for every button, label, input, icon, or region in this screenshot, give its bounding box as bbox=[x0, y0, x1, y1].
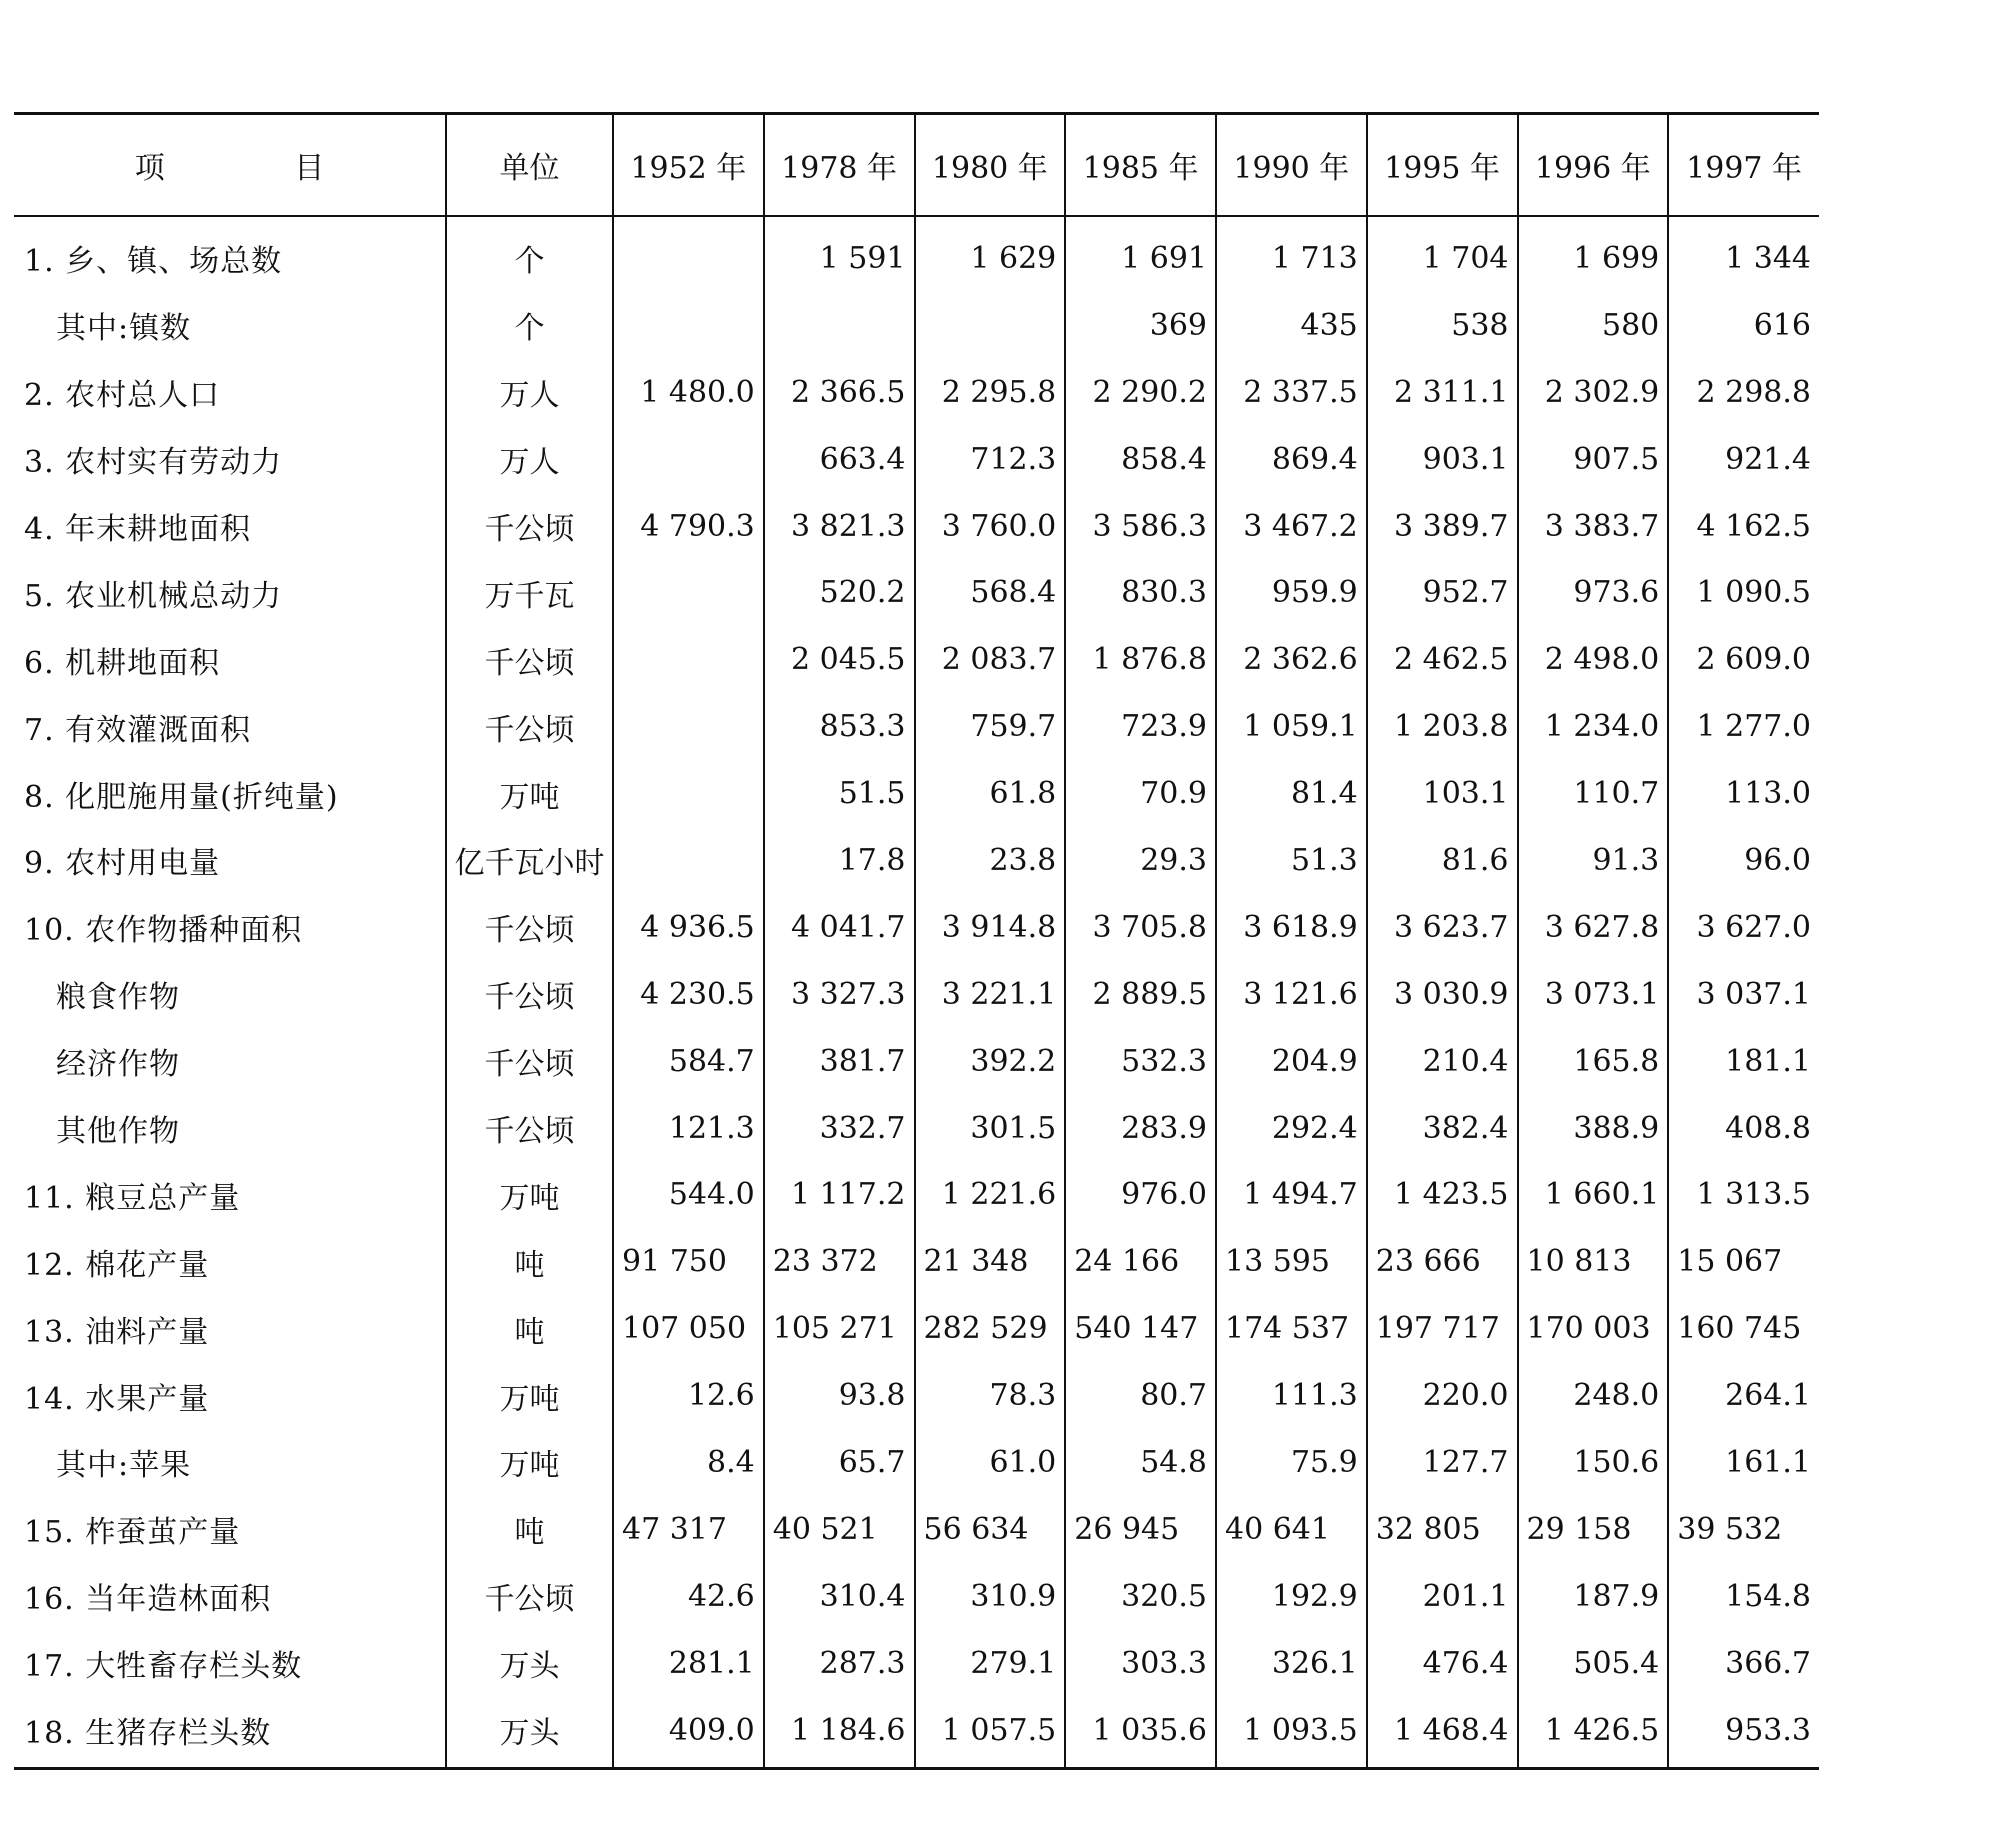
row-unit: 千公顷 bbox=[446, 1563, 613, 1630]
row-value-cell: 4 230.5 bbox=[613, 961, 764, 1028]
row-value-cell: 532.3 bbox=[1065, 1028, 1216, 1095]
row-value-cell: 111.3 bbox=[1216, 1362, 1367, 1429]
row-value-cell: 110.7 bbox=[1518, 760, 1669, 827]
header-year: 1995 年 bbox=[1367, 114, 1518, 217]
row-value-cell: 282 529 bbox=[915, 1295, 1066, 1362]
table-header-row bbox=[14, 114, 1819, 217]
row-value-cell: 3 221.1 bbox=[915, 961, 1066, 1028]
row-value-cell: 65.7 bbox=[764, 1429, 915, 1496]
row-value-cell: 40 521 bbox=[764, 1496, 915, 1563]
row-value-cell: 320.5 bbox=[1065, 1563, 1216, 1630]
row-value-cell: 1 691 bbox=[1065, 216, 1216, 292]
row-value-cell: 3 037.1 bbox=[1668, 961, 1819, 1028]
row-item-text: 4. 年末耕地面积 bbox=[24, 512, 252, 547]
row-value-cell: 392.2 bbox=[915, 1028, 1066, 1095]
row-value-cell: 921.4 bbox=[1668, 426, 1819, 493]
row-value-cell: 96.0 bbox=[1668, 827, 1819, 894]
row-value-cell: 54.8 bbox=[1065, 1429, 1216, 1496]
row-value-cell: 4 041.7 bbox=[764, 894, 915, 961]
row-value-cell: 326.1 bbox=[1216, 1630, 1367, 1697]
row-value-cell: 310.4 bbox=[764, 1563, 915, 1630]
row-item-text: 7. 有效灌溉面积 bbox=[24, 712, 252, 748]
row-unit: 万人 bbox=[446, 359, 613, 426]
row-value-cell: 91.3 bbox=[1518, 827, 1669, 894]
row-value-cell: 4 162.5 bbox=[1668, 493, 1819, 560]
row-item-text: 3. 农村实有劳动力 bbox=[24, 445, 283, 481]
rural-statistics-table bbox=[14, 112, 1819, 1770]
row-value-cell: 81.4 bbox=[1216, 760, 1367, 827]
row-value-cell: 830.3 bbox=[1065, 559, 1216, 626]
row-value-cell: 1 468.4 bbox=[1367, 1697, 1518, 1769]
row-value-cell: 1 090.5 bbox=[1668, 559, 1819, 626]
row-value-cell bbox=[613, 827, 764, 894]
row-item-label bbox=[14, 426, 446, 493]
row-value-cell: 712.3 bbox=[915, 426, 1066, 493]
row-value-cell: 2 462.5 bbox=[1367, 626, 1518, 693]
row-value-cell: 12.6 bbox=[613, 1362, 764, 1429]
table-row bbox=[14, 961, 1819, 1028]
row-value-cell: 61.8 bbox=[915, 760, 1066, 827]
row-unit: 吨 bbox=[446, 1496, 613, 1563]
row-item-label bbox=[14, 1429, 446, 1496]
row-value-cell: 1 480.0 bbox=[613, 359, 764, 426]
row-value-cell bbox=[613, 626, 764, 693]
row-item-label bbox=[14, 760, 446, 827]
header-year: 1952 年 bbox=[613, 114, 764, 217]
row-value-cell: 1 660.1 bbox=[1518, 1161, 1669, 1228]
row-value-cell: 56 634 bbox=[915, 1496, 1066, 1563]
row-item-label bbox=[14, 1095, 446, 1162]
row-value-cell: 170 003 bbox=[1518, 1295, 1669, 1362]
row-value-cell: 2 298.8 bbox=[1668, 359, 1819, 426]
table-row bbox=[14, 626, 1819, 693]
row-value-cell: 2 337.5 bbox=[1216, 359, 1367, 426]
row-value-cell: 2 295.8 bbox=[915, 359, 1066, 426]
row-item-label bbox=[14, 1228, 446, 1295]
table-row bbox=[14, 894, 1819, 961]
row-value-cell: 2 083.7 bbox=[915, 626, 1066, 693]
row-unit: 千公顷 bbox=[446, 894, 613, 961]
row-value-cell: 3 618.9 bbox=[1216, 894, 1367, 961]
row-value-cell: 105 271 bbox=[764, 1295, 915, 1362]
row-value-cell bbox=[613, 426, 764, 493]
row-value-cell: 409.0 bbox=[613, 1697, 764, 1769]
row-value-cell: 538 bbox=[1367, 292, 1518, 359]
table-row bbox=[14, 1295, 1819, 1362]
row-value-cell: 2 302.9 bbox=[1518, 359, 1669, 426]
row-value-cell: 953.3 bbox=[1668, 1697, 1819, 1769]
row-value-cell: 3 627.0 bbox=[1668, 894, 1819, 961]
row-unit: 吨 bbox=[446, 1295, 613, 1362]
row-value-cell: 154.8 bbox=[1668, 1563, 1819, 1630]
row-value-cell: 3 821.3 bbox=[764, 493, 915, 560]
row-value-cell: 1 629 bbox=[915, 216, 1066, 292]
row-item-label bbox=[14, 894, 446, 961]
row-item-label bbox=[14, 559, 446, 626]
row-item-label bbox=[14, 626, 446, 693]
row-value-cell: 93.8 bbox=[764, 1362, 915, 1429]
header-unit: 单位 bbox=[446, 114, 613, 217]
header-year: 1978 年 bbox=[764, 114, 915, 217]
row-value-cell: 292.4 bbox=[1216, 1095, 1367, 1162]
row-value-cell bbox=[613, 559, 764, 626]
row-unit: 亿千瓦小时 bbox=[446, 827, 613, 894]
row-value-cell: 2 609.0 bbox=[1668, 626, 1819, 693]
table-row bbox=[14, 693, 1819, 760]
table-row bbox=[14, 359, 1819, 426]
row-value-cell: 388.9 bbox=[1518, 1095, 1669, 1162]
row-value-cell: 903.1 bbox=[1367, 426, 1518, 493]
row-item-text: 粮食作物 bbox=[56, 980, 180, 1016]
row-value-cell bbox=[613, 760, 764, 827]
row-value-cell: 220.0 bbox=[1367, 1362, 1518, 1429]
row-value-cell: 907.5 bbox=[1518, 426, 1669, 493]
row-unit: 万头 bbox=[446, 1630, 613, 1697]
table-row bbox=[14, 1028, 1819, 1095]
row-value-cell: 281.1 bbox=[613, 1630, 764, 1697]
row-value-cell: 2 498.0 bbox=[1518, 626, 1669, 693]
row-value-cell: 13 595 bbox=[1216, 1228, 1367, 1295]
header-year: 1997 年 bbox=[1668, 114, 1819, 217]
row-value-cell: 435 bbox=[1216, 292, 1367, 359]
row-value-cell: 382.4 bbox=[1367, 1095, 1518, 1162]
row-item-text: 5. 农业机械总动力 bbox=[24, 578, 283, 614]
row-unit: 千公顷 bbox=[446, 626, 613, 693]
table-row bbox=[14, 1630, 1819, 1697]
row-value-cell: 1 423.5 bbox=[1367, 1161, 1518, 1228]
row-value-cell: 3 467.2 bbox=[1216, 493, 1367, 560]
row-value-cell: 3 383.7 bbox=[1518, 493, 1669, 560]
row-value-cell: 40 641 bbox=[1216, 1496, 1367, 1563]
row-value-cell: 3 914.8 bbox=[915, 894, 1066, 961]
row-value-cell: 476.4 bbox=[1367, 1630, 1518, 1697]
row-item-text: 8. 化肥施用量(折纯量) bbox=[24, 779, 339, 815]
row-unit: 千公顷 bbox=[446, 693, 613, 760]
row-value-cell: 408.8 bbox=[1668, 1095, 1819, 1162]
row-unit: 万千瓦 bbox=[446, 559, 613, 626]
row-value-cell: 80.7 bbox=[1065, 1362, 1216, 1429]
row-value-cell: 32 805 bbox=[1367, 1496, 1518, 1563]
row-item-text: 1. 乡、镇、场总数 bbox=[24, 244, 283, 280]
row-value-cell: 520.2 bbox=[764, 559, 915, 626]
row-value-cell: 1 313.5 bbox=[1668, 1161, 1819, 1228]
row-value-cell: 210.4 bbox=[1367, 1028, 1518, 1095]
row-unit: 千公顷 bbox=[446, 961, 613, 1028]
row-value-cell: 3 760.0 bbox=[915, 493, 1066, 560]
row-value-cell: 264.1 bbox=[1668, 1362, 1819, 1429]
row-value-cell: 127.7 bbox=[1367, 1429, 1518, 1496]
row-value-cell: 26 945 bbox=[1065, 1496, 1216, 1563]
row-value-cell: 3 030.9 bbox=[1367, 961, 1518, 1028]
row-value-cell bbox=[764, 292, 915, 359]
row-value-cell: 81.6 bbox=[1367, 827, 1518, 894]
row-value-cell: 1 117.2 bbox=[764, 1161, 915, 1228]
row-value-cell: 1 713 bbox=[1216, 216, 1367, 292]
table-row bbox=[14, 1429, 1819, 1496]
row-item-label bbox=[14, 961, 446, 1028]
row-value-cell: 616 bbox=[1668, 292, 1819, 359]
table-row bbox=[14, 216, 1819, 292]
row-unit: 万吨 bbox=[446, 1429, 613, 1496]
row-value-cell: 1 059.1 bbox=[1216, 693, 1367, 760]
table-body bbox=[14, 216, 1819, 1769]
row-value-cell: 1 699 bbox=[1518, 216, 1669, 292]
row-unit: 千公顷 bbox=[446, 1028, 613, 1095]
row-unit: 万吨 bbox=[446, 1362, 613, 1429]
row-value-cell: 279.1 bbox=[915, 1630, 1066, 1697]
row-item-label bbox=[14, 1563, 446, 1630]
row-item-label bbox=[14, 216, 446, 292]
row-value-cell: 1 277.0 bbox=[1668, 693, 1819, 760]
row-value-cell: 959.9 bbox=[1216, 559, 1367, 626]
row-unit: 万吨 bbox=[446, 1161, 613, 1228]
row-value-cell: 3 327.3 bbox=[764, 961, 915, 1028]
row-item-text: 经济作物 bbox=[56, 1047, 180, 1083]
row-item-text: 其中:镇数 bbox=[56, 311, 192, 347]
row-value-cell: 332.7 bbox=[764, 1095, 915, 1162]
row-value-cell: 952.7 bbox=[1367, 559, 1518, 626]
row-value-cell: 21 348 bbox=[915, 1228, 1066, 1295]
row-item-label bbox=[14, 1028, 446, 1095]
row-value-cell: 192.9 bbox=[1216, 1563, 1367, 1630]
table-row bbox=[14, 760, 1819, 827]
row-value-cell: 197 717 bbox=[1367, 1295, 1518, 1362]
row-value-cell: 759.7 bbox=[915, 693, 1066, 760]
row-value-cell: 1 057.5 bbox=[915, 1697, 1066, 1769]
row-value-cell: 23 372 bbox=[764, 1228, 915, 1295]
row-value-cell: 70.9 bbox=[1065, 760, 1216, 827]
row-unit: 个 bbox=[446, 216, 613, 292]
row-item-text: 17. 大牲畜存栏头数 bbox=[24, 1649, 303, 1685]
row-value-cell: 248.0 bbox=[1518, 1362, 1669, 1429]
row-item-text: 9. 农村用电量 bbox=[24, 846, 221, 882]
row-value-cell bbox=[613, 693, 764, 760]
row-item-text: 6. 机耕地面积 bbox=[24, 645, 221, 681]
row-value-cell: 23.8 bbox=[915, 827, 1066, 894]
row-value-cell: 1 035.6 bbox=[1065, 1697, 1216, 1769]
header-year: 1996 年 bbox=[1518, 114, 1669, 217]
row-item-label bbox=[14, 359, 446, 426]
statistics-table-container bbox=[14, 112, 1819, 1770]
header-item-label: 项 目 bbox=[134, 151, 385, 186]
row-item-text: 其他作物 bbox=[56, 1114, 180, 1150]
row-value-cell: 505.4 bbox=[1518, 1630, 1669, 1697]
row-item-label bbox=[14, 1496, 446, 1563]
row-value-cell: 39 532 bbox=[1668, 1496, 1819, 1563]
row-value-cell: 1 203.8 bbox=[1367, 693, 1518, 760]
row-item-text: 15. 柞蚕茧产量 bbox=[24, 1515, 241, 1551]
row-item-text: 12. 棉花产量 bbox=[24, 1247, 210, 1283]
row-value-cell: 8.4 bbox=[613, 1429, 764, 1496]
row-value-cell: 3 623.7 bbox=[1367, 894, 1518, 961]
row-value-cell: 287.3 bbox=[764, 1630, 915, 1697]
row-value-cell: 181.1 bbox=[1668, 1028, 1819, 1095]
row-value-cell bbox=[915, 292, 1066, 359]
row-value-cell: 201.1 bbox=[1367, 1563, 1518, 1630]
row-value-cell: 61.0 bbox=[915, 1429, 1066, 1496]
row-value-cell: 3 121.6 bbox=[1216, 961, 1367, 1028]
row-item-label bbox=[14, 1630, 446, 1697]
row-value-cell: 580 bbox=[1518, 292, 1669, 359]
row-value-cell: 584.7 bbox=[613, 1028, 764, 1095]
row-value-cell: 3 389.7 bbox=[1367, 493, 1518, 560]
row-value-cell: 3 586.3 bbox=[1065, 493, 1216, 560]
row-value-cell: 3 073.1 bbox=[1518, 961, 1669, 1028]
row-value-cell: 165.8 bbox=[1518, 1028, 1669, 1095]
row-value-cell: 283.9 bbox=[1065, 1095, 1216, 1162]
row-value-cell: 42.6 bbox=[613, 1563, 764, 1630]
row-value-cell: 853.3 bbox=[764, 693, 915, 760]
table-row bbox=[14, 1697, 1819, 1769]
table-row bbox=[14, 426, 1819, 493]
row-value-cell: 160 745 bbox=[1668, 1295, 1819, 1362]
row-value-cell: 3 627.8 bbox=[1518, 894, 1669, 961]
row-value-cell: 1 876.8 bbox=[1065, 626, 1216, 693]
row-item-label bbox=[14, 1161, 446, 1228]
row-item-label bbox=[14, 1362, 446, 1429]
row-unit: 万头 bbox=[446, 1697, 613, 1769]
row-value-cell: 75.9 bbox=[1216, 1429, 1367, 1496]
row-value-cell: 568.4 bbox=[915, 559, 1066, 626]
row-value-cell: 301.5 bbox=[915, 1095, 1066, 1162]
header-year: 1990 年 bbox=[1216, 114, 1367, 217]
row-value-cell: 15 067 bbox=[1668, 1228, 1819, 1295]
header-year: 1985 年 bbox=[1065, 114, 1216, 217]
row-value-cell: 973.6 bbox=[1518, 559, 1669, 626]
row-unit: 万人 bbox=[446, 426, 613, 493]
row-value-cell: 29 158 bbox=[1518, 1496, 1669, 1563]
row-unit: 万吨 bbox=[446, 760, 613, 827]
row-value-cell: 91 750 bbox=[613, 1228, 764, 1295]
row-value-cell: 23 666 bbox=[1367, 1228, 1518, 1295]
row-item-label bbox=[14, 693, 446, 760]
row-item-text: 13. 油料产量 bbox=[24, 1314, 210, 1350]
row-value-cell: 113.0 bbox=[1668, 760, 1819, 827]
row-value-cell: 2 366.5 bbox=[764, 359, 915, 426]
row-value-cell: 4 790.3 bbox=[613, 493, 764, 560]
row-value-cell: 107 050 bbox=[613, 1295, 764, 1362]
row-value-cell: 204.9 bbox=[1216, 1028, 1367, 1095]
table-row bbox=[14, 559, 1819, 626]
table-row bbox=[14, 1095, 1819, 1162]
row-value-cell: 310.9 bbox=[915, 1563, 1066, 1630]
row-item-label bbox=[14, 292, 446, 359]
row-value-cell: 2 045.5 bbox=[764, 626, 915, 693]
row-value-cell: 2 889.5 bbox=[1065, 961, 1216, 1028]
row-item-text: 18. 生猪存栏头数 bbox=[24, 1716, 272, 1752]
table-row bbox=[14, 493, 1819, 560]
row-value-cell: 1 234.0 bbox=[1518, 693, 1669, 760]
row-value-cell: 1 221.6 bbox=[915, 1161, 1066, 1228]
row-value-cell: 2 290.2 bbox=[1065, 359, 1216, 426]
row-value-cell: 663.4 bbox=[764, 426, 915, 493]
table-row bbox=[14, 1362, 1819, 1429]
row-value-cell: 187.9 bbox=[1518, 1563, 1669, 1630]
row-value-cell: 51.5 bbox=[764, 760, 915, 827]
row-item-text: 11. 粮豆总产量 bbox=[24, 1180, 241, 1216]
row-value-cell: 1 494.7 bbox=[1216, 1161, 1367, 1228]
row-item-label bbox=[14, 493, 446, 560]
table-row bbox=[14, 1496, 1819, 1563]
row-value-cell: 540 147 bbox=[1065, 1295, 1216, 1362]
row-value-cell: 723.9 bbox=[1065, 693, 1216, 760]
row-item-label bbox=[14, 1295, 446, 1362]
row-value-cell: 369 bbox=[1065, 292, 1216, 359]
row-value-cell: 1 184.6 bbox=[764, 1697, 915, 1769]
row-value-cell: 161.1 bbox=[1668, 1429, 1819, 1496]
row-value-cell: 1 426.5 bbox=[1518, 1697, 1669, 1769]
row-item-label bbox=[14, 1697, 446, 1769]
row-value-cell: 3 705.8 bbox=[1065, 894, 1216, 961]
row-value-cell: 29.3 bbox=[1065, 827, 1216, 894]
table-row bbox=[14, 1161, 1819, 1228]
header-year: 1980 年 bbox=[915, 114, 1066, 217]
row-value-cell: 78.3 bbox=[915, 1362, 1066, 1429]
row-value-cell: 10 813 bbox=[1518, 1228, 1669, 1295]
row-item-label bbox=[14, 827, 446, 894]
row-value-cell bbox=[613, 216, 764, 292]
row-value-cell: 1 591 bbox=[764, 216, 915, 292]
row-value-cell: 1 704 bbox=[1367, 216, 1518, 292]
row-value-cell: 51.3 bbox=[1216, 827, 1367, 894]
row-value-cell: 47 317 bbox=[613, 1496, 764, 1563]
row-value-cell: 2 311.1 bbox=[1367, 359, 1518, 426]
table-row bbox=[14, 1228, 1819, 1295]
row-value-cell: 544.0 bbox=[613, 1161, 764, 1228]
row-value-cell: 174 537 bbox=[1216, 1295, 1367, 1362]
table-row bbox=[14, 1563, 1819, 1630]
row-value-cell: 366.7 bbox=[1668, 1630, 1819, 1697]
table-row bbox=[14, 827, 1819, 894]
row-value-cell: 24 166 bbox=[1065, 1228, 1216, 1295]
row-value-cell: 2 362.6 bbox=[1216, 626, 1367, 693]
header-item bbox=[14, 114, 446, 217]
row-item-text: 14. 水果产量 bbox=[24, 1381, 210, 1417]
row-value-cell: 381.7 bbox=[764, 1028, 915, 1095]
row-value-cell bbox=[613, 292, 764, 359]
row-value-cell: 976.0 bbox=[1065, 1161, 1216, 1228]
row-value-cell: 303.3 bbox=[1065, 1630, 1216, 1697]
row-unit: 吨 bbox=[446, 1228, 613, 1295]
row-unit: 千公顷 bbox=[446, 1095, 613, 1162]
row-value-cell: 869.4 bbox=[1216, 426, 1367, 493]
row-unit: 个 bbox=[446, 292, 613, 359]
row-value-cell: 1 344 bbox=[1668, 216, 1819, 292]
row-item-text: 16. 当年造林面积 bbox=[24, 1582, 272, 1618]
row-item-text: 2. 农村总人口 bbox=[24, 378, 221, 414]
row-value-cell: 150.6 bbox=[1518, 1429, 1669, 1496]
row-value-cell: 121.3 bbox=[613, 1095, 764, 1162]
row-item-text: 其中:苹果 bbox=[56, 1448, 192, 1484]
table-row bbox=[14, 292, 1819, 359]
row-value-cell: 858.4 bbox=[1065, 426, 1216, 493]
row-value-cell: 4 936.5 bbox=[613, 894, 764, 961]
row-value-cell: 1 093.5 bbox=[1216, 1697, 1367, 1769]
row-unit: 千公顷 bbox=[446, 493, 613, 560]
row-item-text: 10. 农作物播种面积 bbox=[24, 913, 303, 949]
row-value-cell: 103.1 bbox=[1367, 760, 1518, 827]
row-value-cell: 17.8 bbox=[764, 827, 915, 894]
